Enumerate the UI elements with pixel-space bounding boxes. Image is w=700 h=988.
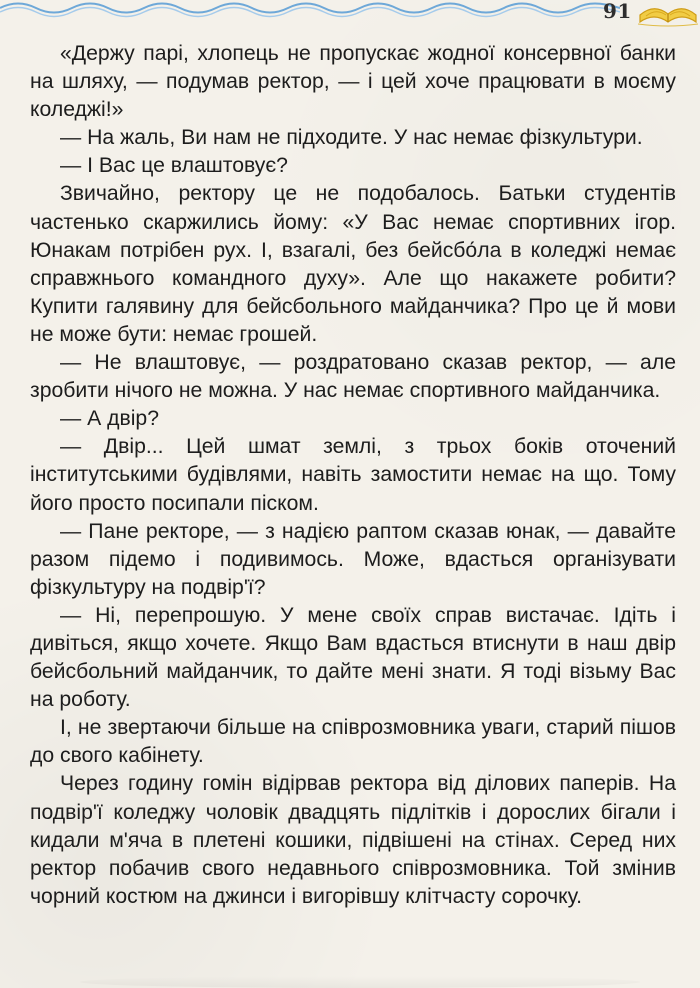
page-number: 91: [603, 0, 632, 23]
paragraph: Звичайно, ректору це не подобалось. Батьки студентів частенько скаржились йому: «У Вас немає спортивних ігор. Юнакам потрібен рух. І, взагалі, без бейсбо́ла в коледжі немає справжнього командного духу». Але що накажете робити? Купити галявину для бейсбольного майданчика? Про це й мови не може бути: немає грошей.: [30, 182, 676, 346]
paragraph: — Не влаштовує, — роздратовано сказав ректор, — але зробити нічого не можна. У нас немає спортивного майданчика.: [30, 351, 676, 403]
paragraph: Через годину гомін відірвав ректора від ділових паперів. На подвір'ї коледжу чоловік двадцять підлітків і дорослих бігали і кидали м'яча в плетені кошики, підвішені на стінах. Серед них ректор побачив свого недавнього співрозмовника. Той змінив чорний костюм на джинси і вигорівшу клітчасту сорочку.: [30, 772, 676, 908]
open-book-icon: [636, 0, 700, 28]
paragraph: — Ні, перепрошую. У мене своїх справ вистачає. Ідіть і дивіться, якщо хочете. Якщо Вам вдасться втиснути в наш двір бейсбольний майданчик, то дайте мені знати. Я тоді візьму Вас на роботу.: [30, 603, 676, 712]
paragraph: — І Вас це влаштовує?: [60, 154, 288, 178]
page-bottom-shadow: [80, 976, 640, 988]
top-wave-decoration: [0, 0, 620, 18]
paragraph: «Держу парі, хлопець не пропускає жодної консервної банки на шляху, — подумав ректор, — і цей хоче працювати в моєму коледжі!»: [30, 42, 676, 122]
paragraph: — А двір?: [60, 407, 159, 431]
main-text: [30, 40, 676, 911]
paragraph: — Двір... Цей шмат землі, з трьох боків оточений інститутськими будівлями, навіть замостити немає на що. Тому його просто посипали піском.: [30, 435, 676, 515]
paragraph: — На жаль, Ви нам не підходите. У нас немає фізкультури.: [60, 126, 643, 150]
paragraph: — Пане ректоре, — з надією раптом сказав юнак, — давайте разом підемо і подивимось. Може, вдасться організувати фізкультуру на подвір'ї?: [30, 519, 676, 599]
paragraph: І, не звертаючи більше на співрозмовника уваги, старий пішов до свого кабінету.: [30, 716, 676, 768]
